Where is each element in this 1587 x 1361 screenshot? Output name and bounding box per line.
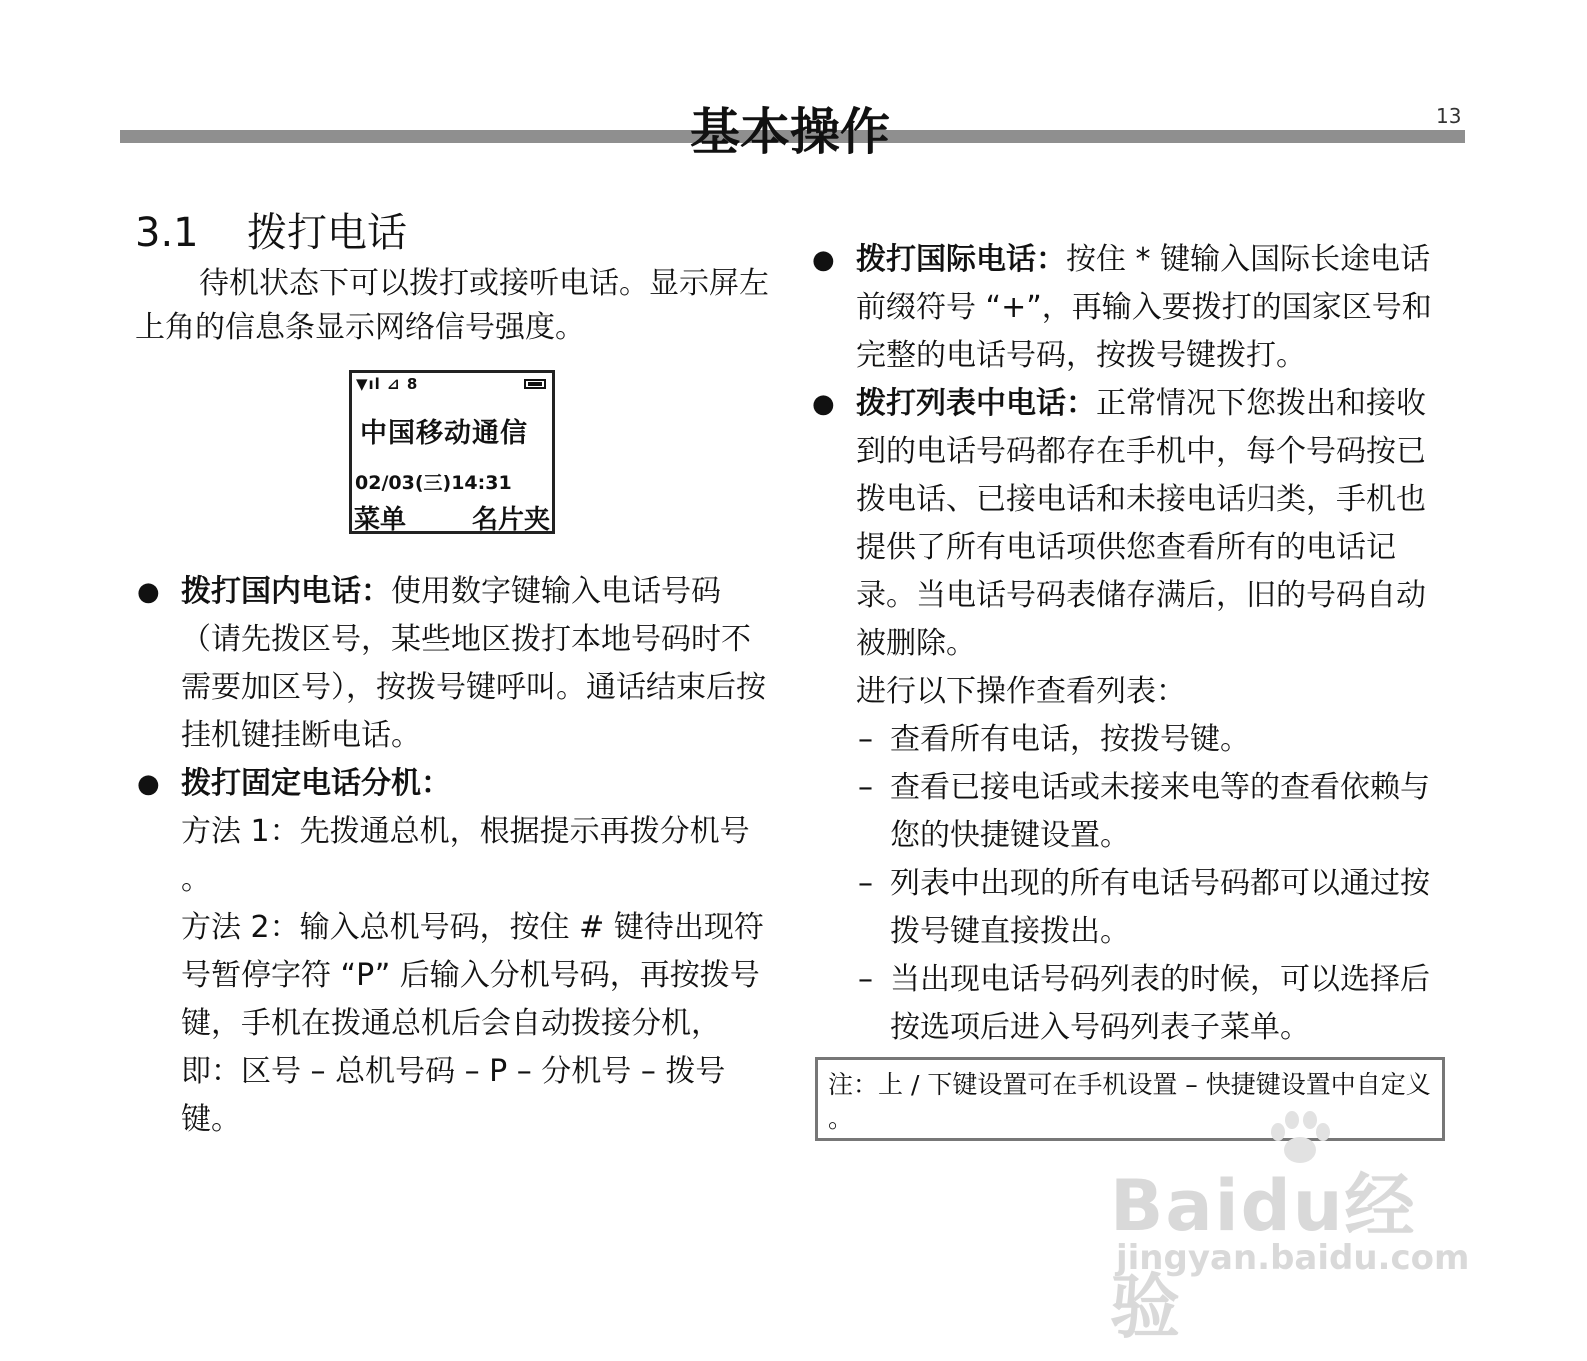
bullet-dot-icon: ● xyxy=(812,389,835,419)
note-box: 注：上 / 下键设置可在手机设置 – 快捷键设置中自定义 。 xyxy=(815,1057,1445,1141)
bullet-international-call xyxy=(810,236,1450,380)
list-item-text: 查看所有电话，按拨号键。 xyxy=(890,722,1250,757)
section-title: 拨打电话 xyxy=(247,210,407,256)
phone-carrier-name: 中国移动通信 xyxy=(360,418,528,449)
page-number: 13 xyxy=(1436,104,1462,128)
bullet-list-call xyxy=(810,380,1450,668)
battery-icon xyxy=(524,379,546,389)
dash-icon: – xyxy=(858,770,873,805)
watermark-url: jingyan.baidu.com xyxy=(1116,1238,1470,1278)
watermark-logo-text: Baidu经验 xyxy=(1110,1165,1417,1348)
bullet-extension-call xyxy=(135,760,775,808)
method-2: 方法 2：输入总机号码，按住 # 键待出现符号暂停字符 “P” 后输入分机号码，再按拨号键，手机在拨通总机后会自动拨接分机，即：区号 – 总机号码 – P – 分机号 – 拨号键。 xyxy=(181,910,764,1137)
bullet-label: 拨打列表中电话： xyxy=(856,386,1096,421)
phone-left-soft-key: 菜单 xyxy=(354,505,407,535)
list-item-text: 列表中出现的所有电话号码都可以通过按拨号键直接拨出。 xyxy=(890,866,1430,949)
bullet-label: 拨打国内电话： xyxy=(181,574,391,609)
left-column xyxy=(135,568,775,1144)
bullet-label: 拨打固定电话分机： xyxy=(181,766,451,801)
dash-icon: – xyxy=(858,962,873,997)
signal-status-icons: ▼ıl ⊿ 8 xyxy=(356,375,419,393)
dash-icon: – xyxy=(858,722,873,757)
bullet-text: 按住 * 键输入国际长途电话前缀符号 “+”，再输入要拨打的国家区号和完整的电话号码，按拨号键拨打。 xyxy=(856,242,1432,373)
bullet-text: 正常情况下您拨出和接收到的电话号码都存在手机中，每个号码按已拨电话、已接电话和未接电话归类，手机也提供了所有电话项供您查看所有的电话记录。当电话号码表储存满后，旧的号码自动被删除。 xyxy=(856,386,1426,661)
dash-icon: – xyxy=(858,866,873,901)
bullet-dot-icon: ● xyxy=(812,245,835,275)
section-heading xyxy=(135,205,407,261)
bullet-dot-icon: ● xyxy=(137,769,160,799)
phone-right-soft-key: 名片夹 xyxy=(471,505,550,535)
bullet-domestic-call xyxy=(135,568,775,760)
list-item xyxy=(810,716,1450,764)
baidu-watermark xyxy=(1110,1150,1480,1348)
phone-datetime: 02/03(三)14:31 xyxy=(355,472,512,494)
right-column xyxy=(810,236,1450,1052)
list-item xyxy=(810,860,1450,956)
list-item-text: 当出现电话号码列表的时候，可以选择后按选项后进入号码列表子菜单。 xyxy=(890,962,1430,1045)
list-item-text: 查看已接电话或未接来电等的查看依赖与您的快捷键设置。 xyxy=(890,770,1430,853)
method-1: 方法 1：先拨通总机，根据提示再拨分机号 。 xyxy=(181,814,750,897)
steps-intro: 进行以下操作查看列表： xyxy=(856,674,1186,709)
intro-paragraph xyxy=(135,262,775,350)
intro-text: 待机状态下可以拨打或接听电话。显示屏左上角的信息条显示网络信号强度。 xyxy=(135,266,769,345)
list-item xyxy=(810,764,1450,860)
bullet-text: 使用数字键输入电话号码（请先拨区号，某些地区拨打本地号码时不需要加区号），按拨号键呼叫。通话结束后按挂机键挂断电话。 xyxy=(181,574,766,753)
bullet-label: 拨打国际电话： xyxy=(856,242,1066,277)
list-item xyxy=(810,956,1450,1052)
phone-screen-illustration xyxy=(349,370,555,534)
page-title: 基本操作 xyxy=(690,103,890,161)
section-number: 3.1 xyxy=(135,210,199,256)
bullet-dot-icon: ● xyxy=(137,577,160,607)
